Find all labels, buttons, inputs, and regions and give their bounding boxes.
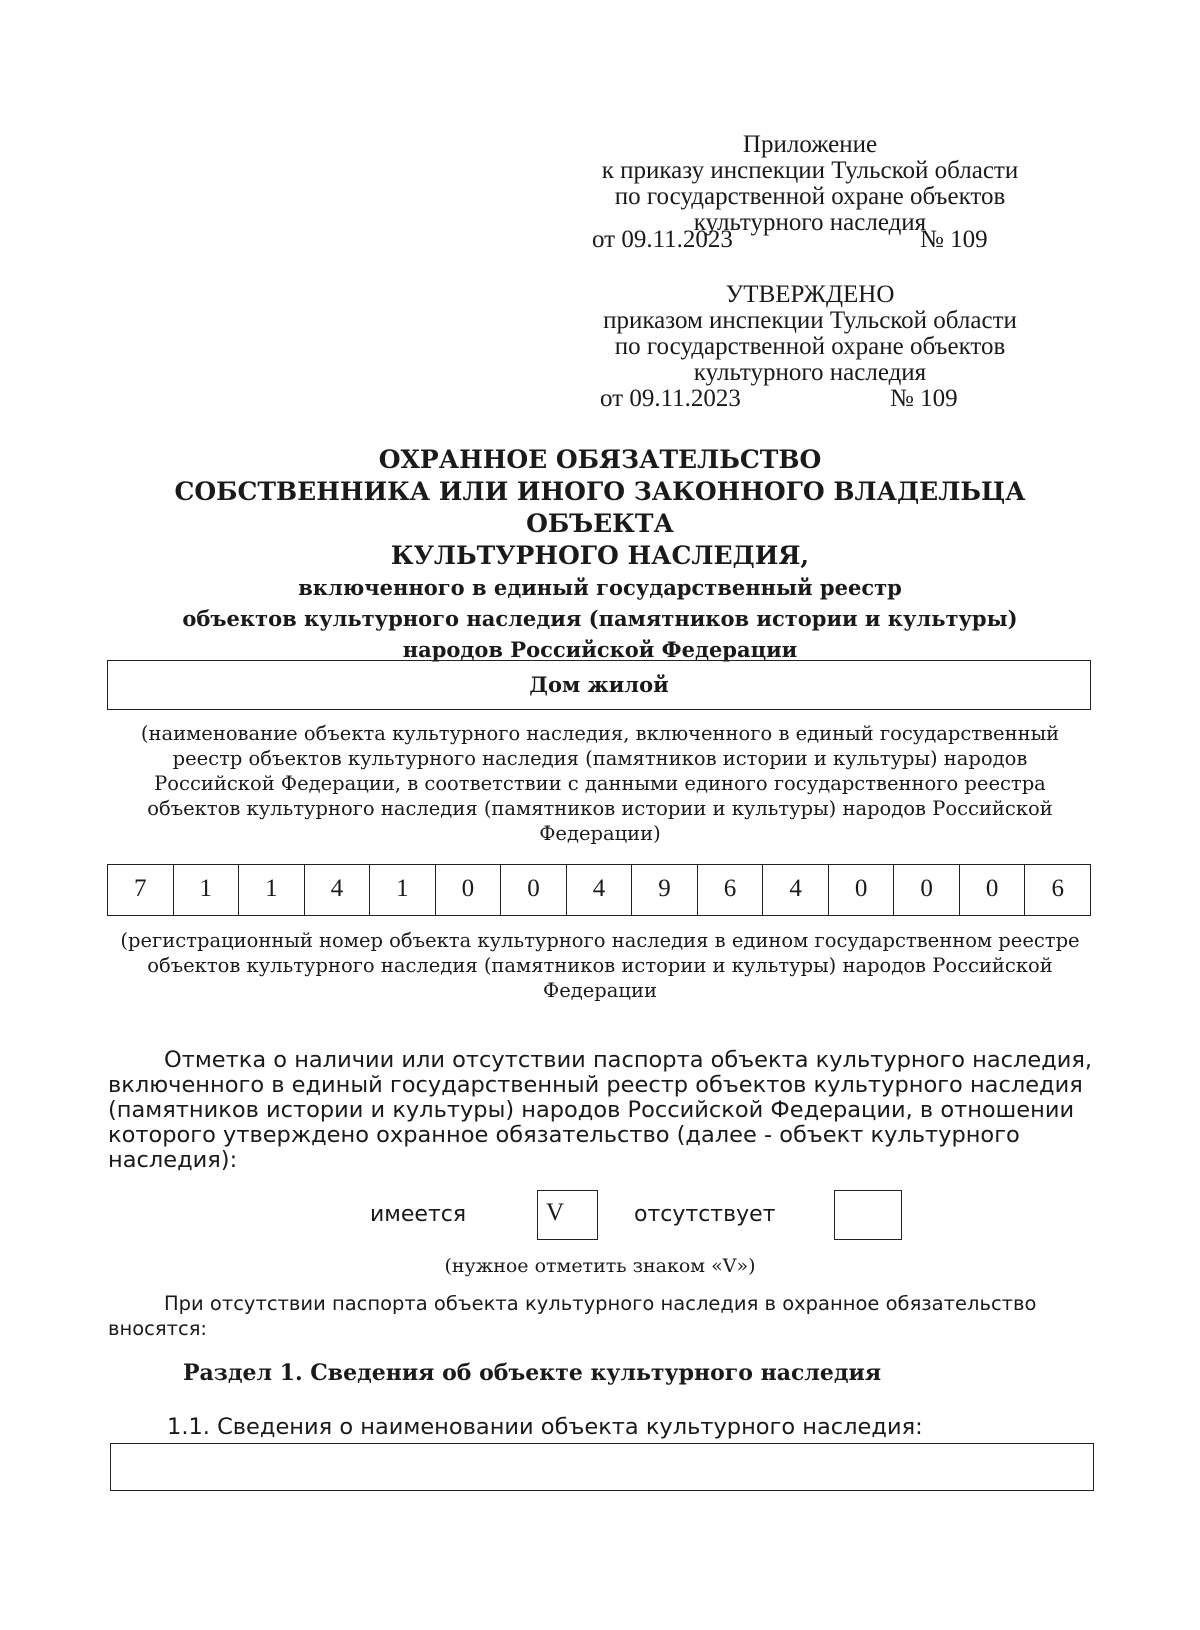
- title-subline: включенного в единый государственный реестр: [298, 575, 902, 600]
- reg-digit: 4: [567, 865, 633, 915]
- title-subline: объектов культурного наследия (памятников истории и культуры): [182, 606, 1018, 631]
- object-name-field[interactable]: [110, 1443, 1094, 1491]
- approved-line: культурного наследия: [693, 359, 927, 386]
- passport-present-label: имеется: [370, 1202, 467, 1227]
- object-name: Дом жилой: [529, 672, 669, 697]
- reg-digit: 4: [305, 865, 371, 915]
- reg-digit: 6: [1051, 875, 1064, 902]
- approved-line: УТВЕРЖДЕНО: [725, 281, 895, 308]
- mark-note: (нужное отметить знаком «V»): [444, 1255, 756, 1277]
- appendix-line: к приказу инспекции Тульской области: [601, 157, 1019, 184]
- reg-digit: 1: [370, 865, 436, 915]
- reg-digit: 0: [894, 865, 960, 915]
- passport-present-checkbox[interactable]: [537, 1190, 598, 1240]
- object-name-note: [110, 721, 1090, 846]
- paragraph-line: Отметка о наличии или отсутствии паспорта объекта культурного наследия,: [164, 1047, 1093, 1073]
- registration-number-grid: [107, 864, 1091, 916]
- paragraph-line: включенного в единый государственный реестр объектов культурного наследия: [108, 1072, 1083, 1098]
- appendix-date: от 09.11.2023: [592, 226, 733, 253]
- paragraph-line: (памятников истории и культуры) народов Российской Федерации, в отношении: [108, 1097, 1075, 1123]
- reg-digit: 0: [829, 865, 895, 915]
- appendix-line: по государственной охране объектов: [614, 183, 1006, 210]
- paragraph-line: наследия):: [108, 1147, 238, 1173]
- note-line: объектов культурного наследия (памятников истории и культуры) народов Российской: [147, 954, 1053, 977]
- appendix-line: культурного наследия: [693, 209, 927, 236]
- absence-paragraph: [108, 1291, 1093, 1341]
- note-line: Федерации): [539, 822, 661, 845]
- approved-line: приказом инспекции Тульской области: [603, 307, 1017, 334]
- title-line: ОХРАННОЕ ОБЯЗАТЕЛЬСТВО: [378, 445, 822, 474]
- passport-absent-label: отсутствует: [634, 1202, 776, 1227]
- approved-number: № 109: [890, 385, 958, 412]
- object-name-box: [107, 660, 1091, 710]
- title-line: СОБСТВЕННИКА ИЛИ ИНОГО ЗАКОННОГО ВЛАДЕЛЬЦА ОБЪЕКТА: [174, 477, 1026, 538]
- note-line: (наименование объекта культурного наследия, включенного в единый государственный: [140, 722, 1060, 745]
- note-line: Федерации: [543, 979, 657, 1002]
- note-line: объектов культурного наследия (памятников истории и культуры) народов Российской: [147, 797, 1053, 820]
- reg-digit: 0: [960, 865, 1026, 915]
- subsection-heading: 1.1. Сведения о наименовании объекта культурного наследия:: [167, 1414, 923, 1440]
- paragraph-line: вносятся:: [108, 1317, 208, 1340]
- document-title: [100, 444, 1100, 665]
- reg-digit: 0: [501, 865, 567, 915]
- reg-digit: 0: [436, 865, 502, 915]
- title-line: КУЛЬТУРНОГО НАСЛЕДИЯ,: [390, 541, 810, 570]
- reg-digit: 6: [698, 865, 764, 915]
- passport-paragraph: [108, 1048, 1093, 1173]
- check-mark: V: [546, 1199, 565, 1226]
- reg-digit: 4: [763, 865, 829, 915]
- approved-date: от 09.11.2023: [600, 385, 741, 412]
- reg-digit: 1: [239, 865, 305, 915]
- appendix-line: Приложение: [742, 131, 878, 158]
- section-heading: Раздел 1. Сведения об объекте культурного наследия: [183, 1360, 882, 1386]
- reg-digit: 1: [174, 865, 240, 915]
- registration-note: [110, 928, 1090, 1003]
- note-line: Российской Федерации, в соответствии с данными единого государственного реестра: [154, 772, 1046, 795]
- paragraph-line: которого утверждено охранное обязательство (далее - объект культурного: [108, 1122, 1020, 1148]
- reg-digit: 7: [108, 865, 174, 915]
- note-line: реестр объектов культурного наследия (памятников истории и культуры) народов: [172, 747, 1028, 770]
- paragraph-line: При отсутствии паспорта объекта культурного наследия в охранное обязательство: [164, 1292, 1037, 1315]
- appendix-number: № 109: [920, 226, 988, 253]
- title-subline: народов Российской Федерации: [402, 637, 798, 662]
- appendix-header: [520, 132, 1100, 236]
- passport-absent-checkbox[interactable]: [834, 1190, 902, 1240]
- approved-header: [520, 282, 1100, 386]
- note-line: (регистрационный номер объекта культурного наследия в едином государственном реестре: [120, 929, 1080, 952]
- reg-digit: 9: [632, 865, 698, 915]
- approved-line: по государственной охране объектов: [614, 333, 1006, 360]
